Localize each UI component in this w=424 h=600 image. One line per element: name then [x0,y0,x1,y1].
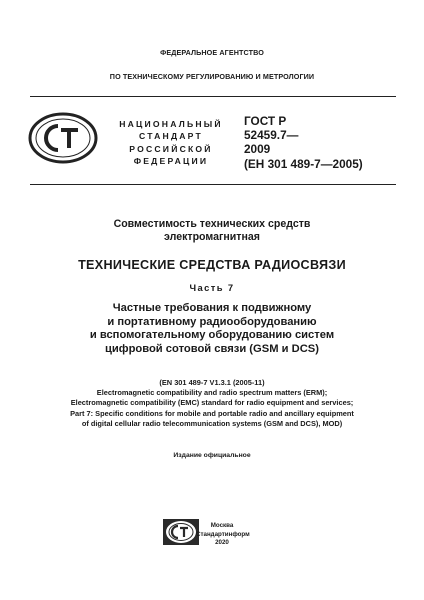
rst-logo-icon [28,112,98,164]
edition-label: Издание официальное [173,452,251,459]
document-title-small [0,218,424,244]
standard-label-line: СТАНДАРТ [139,131,203,142]
part-label: Часть 7 [189,282,235,293]
gost-line: (ЕН 301 489-7—2005) [244,156,363,171]
gost-line: ГОСТ Р [244,114,287,128]
english-line: Part 7: Specific conditions for mobile and portable radio and ancillary equipment [70,408,354,418]
document-subtitle [0,302,424,356]
gost-line: 2009 [244,142,271,157]
title-line: Совместимость технических средств [113,218,311,230]
publisher-logo-icon [162,518,200,546]
publication-year: 2020 [215,539,229,547]
gost-line: 52459.7— [244,128,299,143]
publisher-info [196,522,248,548]
english-title-block [0,378,424,429]
national-standard-label [112,118,230,168]
english-line: Electromagnetic compatibility (EMC) standard for radio equipment and services; [70,398,354,408]
middle-divider [30,184,396,185]
subtitle-line: цифровой сотовой связи (GSM и DCS) [105,342,319,355]
standard-label-line: ФЕДЕРАЦИИ [133,156,209,167]
top-divider [30,96,396,97]
standard-label-line: НАЦИОНАЛЬНЫЙ [119,119,223,129]
agency-subtitle: ПО ТЕХНИЧЕСКОМУ РЕГУЛИРОВАНИЮ И МЕТРОЛОГИИ [109,72,315,81]
publisher-name: Стандартинформ [196,530,250,538]
publisher-city: Москва [210,522,234,529]
english-line: (EN 301 489-7 V1.3.1 (2005-11) [159,378,265,387]
english-line: Electromagnetic compatibility and radio spectrum matters (ERM); [96,388,328,398]
standard-label-line: РОССИЙСКОЙ [129,143,213,154]
subtitle-line: и вспомогательному оборудованию систем [89,329,335,342]
subtitle-line: и портативному радиооборудованию [107,315,317,328]
document-title-main: ТЕХНИЧЕСКИЕ СРЕДСТВА РАДИОСВЯЗИ [78,258,346,272]
title-line: электромагнитная [164,231,260,243]
gost-designation [244,114,363,171]
english-line: of digital cellular radio telecommunication systems (GSM and DCS), MOD) [81,418,343,428]
subtitle-line: Частные требования к подвижному [112,302,312,314]
agency-name: ФЕДЕРАЛЬНОЕ АГЕНТСТВО [160,48,264,57]
